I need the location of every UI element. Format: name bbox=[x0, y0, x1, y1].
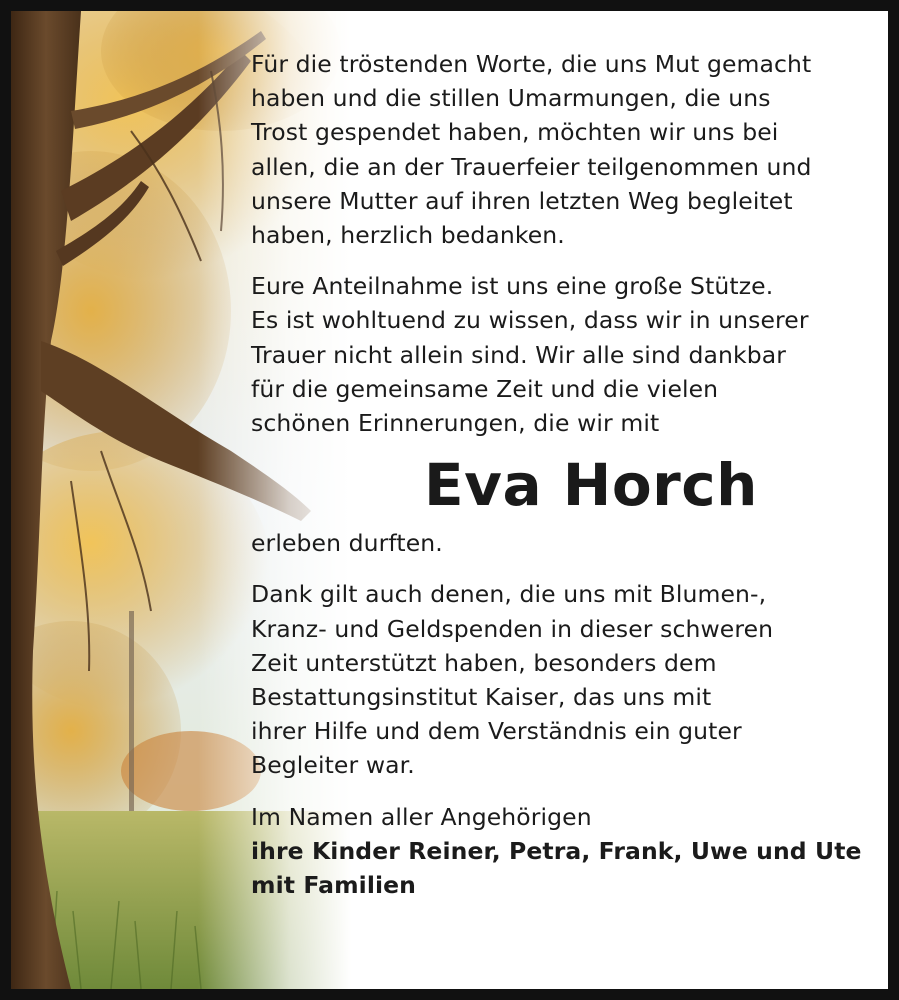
text-line: unsere Mutter auf ihren letzten Weg begleitet bbox=[251, 186, 793, 215]
text-line: haben, herzlich bedanken. bbox=[251, 221, 565, 250]
text-line: erleben durften. bbox=[251, 529, 443, 558]
signature-names: ihre Kinder Reiner, Petra, Frank, Uwe und Ute bbox=[251, 836, 862, 865]
text-line: Eure Anteilnahme ist uns eine große Stütze. bbox=[251, 272, 774, 301]
thanks-paragraph bbox=[251, 47, 871, 252]
signature-block bbox=[251, 800, 871, 903]
text-line: ihrer Hilfe und dem Verständnis ein guter bbox=[251, 717, 742, 746]
text-line: Bestattungsinstitut Kaiser, das uns mit bbox=[251, 683, 712, 712]
deceased-name: Eva Horch bbox=[424, 451, 758, 520]
text-line: Kranz- und Geldspenden in dieser schweren bbox=[251, 614, 774, 643]
text-line: Begleiter war. bbox=[251, 751, 415, 780]
text-line: allen, die an der Trauerfeier teilgenommen und bbox=[251, 152, 812, 181]
obituary-text bbox=[251, 47, 871, 919]
text-line: Es ist wohltuend zu wissen, dass wir in unserer bbox=[251, 306, 809, 335]
text-line: haben und die stillen Umarmungen, die uns bbox=[251, 84, 771, 113]
text-line: für die gemeinsame Zeit und die vielen bbox=[251, 374, 719, 403]
signature-families: mit Familien bbox=[251, 871, 417, 900]
closing-line bbox=[251, 526, 871, 560]
text-line: schönen Erinnerungen, die wir mit bbox=[251, 409, 660, 438]
text-line: Zeit unterstützt haben, besonders dem bbox=[251, 648, 717, 677]
text-line: Für die tröstenden Worte, die uns Mut gemacht bbox=[251, 50, 812, 78]
sympathy-paragraph bbox=[251, 269, 871, 440]
text-line: Trost gespendet haben, möchten wir uns bei bbox=[251, 118, 779, 147]
text-line: Dank gilt auch denen, die uns mit Blumen-, bbox=[251, 580, 767, 609]
text-line: Trauer nicht allein sind. Wir alle sind dankbar bbox=[251, 340, 787, 369]
signature-intro: Im Namen aller Angehörigen bbox=[251, 802, 592, 831]
gratitude-paragraph bbox=[251, 577, 871, 782]
